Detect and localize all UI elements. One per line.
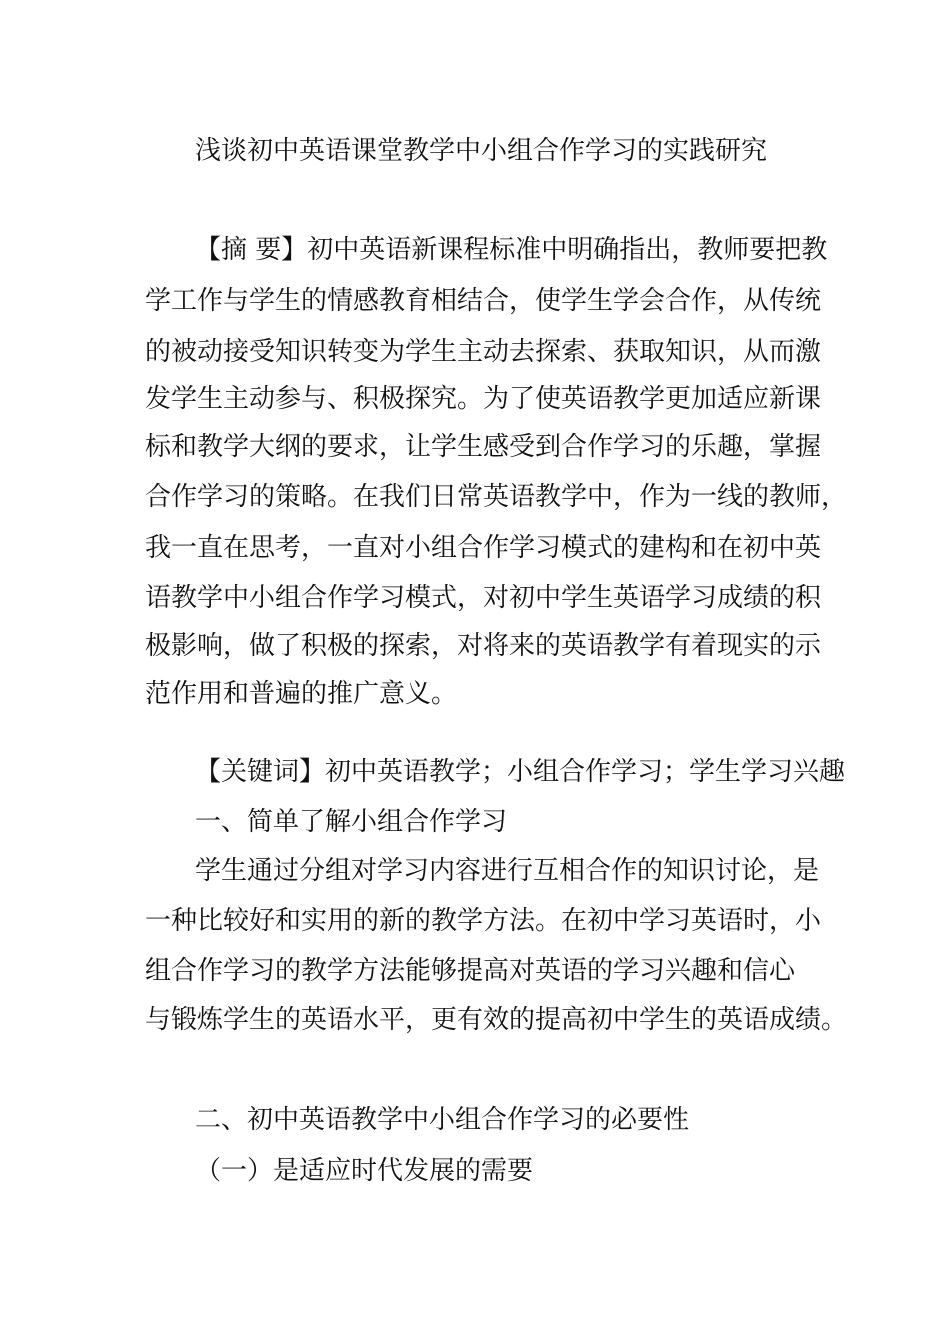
section-heading: 一、简单了解小组合作学习 (195, 807, 508, 837)
keywords-line: 【关键词】初中英语教学；小组合作学习；学生学习兴趣 (195, 757, 846, 787)
subsection-heading: （一）是适应时代发展的需要 (195, 1156, 534, 1186)
body-line: 组合作学习的教学方法能够提高对英语的学习兴趣和信心 (145, 956, 796, 986)
abstract-line: 发学生主动参与、积极探究。为了使英语教学更加适应新课 (145, 384, 822, 414)
body-line: 学生通过分组对学习内容进行互相合作的知识讨论，是 (195, 856, 820, 886)
abstract-line: 我一直在思考，一直对小组合作学习模式的建构和在初中英 (145, 533, 822, 563)
body-line: 与锻炼学生的英语水平，更有效的提高初中学生的英语成绩。 (145, 1005, 848, 1035)
abstract-line: 学工作与学生的情感教育相结合，使学生学会合作，从传统 (145, 286, 822, 316)
abstract-line: 合作学习的策略。在我们日常英语教学中，作为一线的教师， (145, 482, 848, 512)
abstract-line: 极影响，做了积极的探索，对将来的英语教学有着现实的示 (145, 631, 822, 661)
document-title: 浅谈初中英语课堂教学中小组合作学习的实践研究 (195, 136, 768, 166)
abstract-line: 标和教学大纲的要求，让学生感受到合作学习的乐趣，掌握 (145, 432, 822, 462)
section-heading: 二、初中英语教学中小组合作学习的必要性 (195, 1105, 690, 1135)
abstract-line: 【摘 要】初中英语新课程标准中明确指出，教师要把教 (195, 235, 828, 265)
abstract-line: 范作用和普遍的推广意义。 (145, 679, 458, 709)
abstract-line: 的被动接受知识转变为学生主动去探索、获取知识，从而激 (145, 337, 822, 367)
abstract-line: 语教学中小组合作学习模式，对初中学生英语学习成绩的积 (145, 583, 822, 613)
body-line: 一种比较好和实用的新的教学方法。在初中学习英语时，小 (145, 906, 822, 936)
